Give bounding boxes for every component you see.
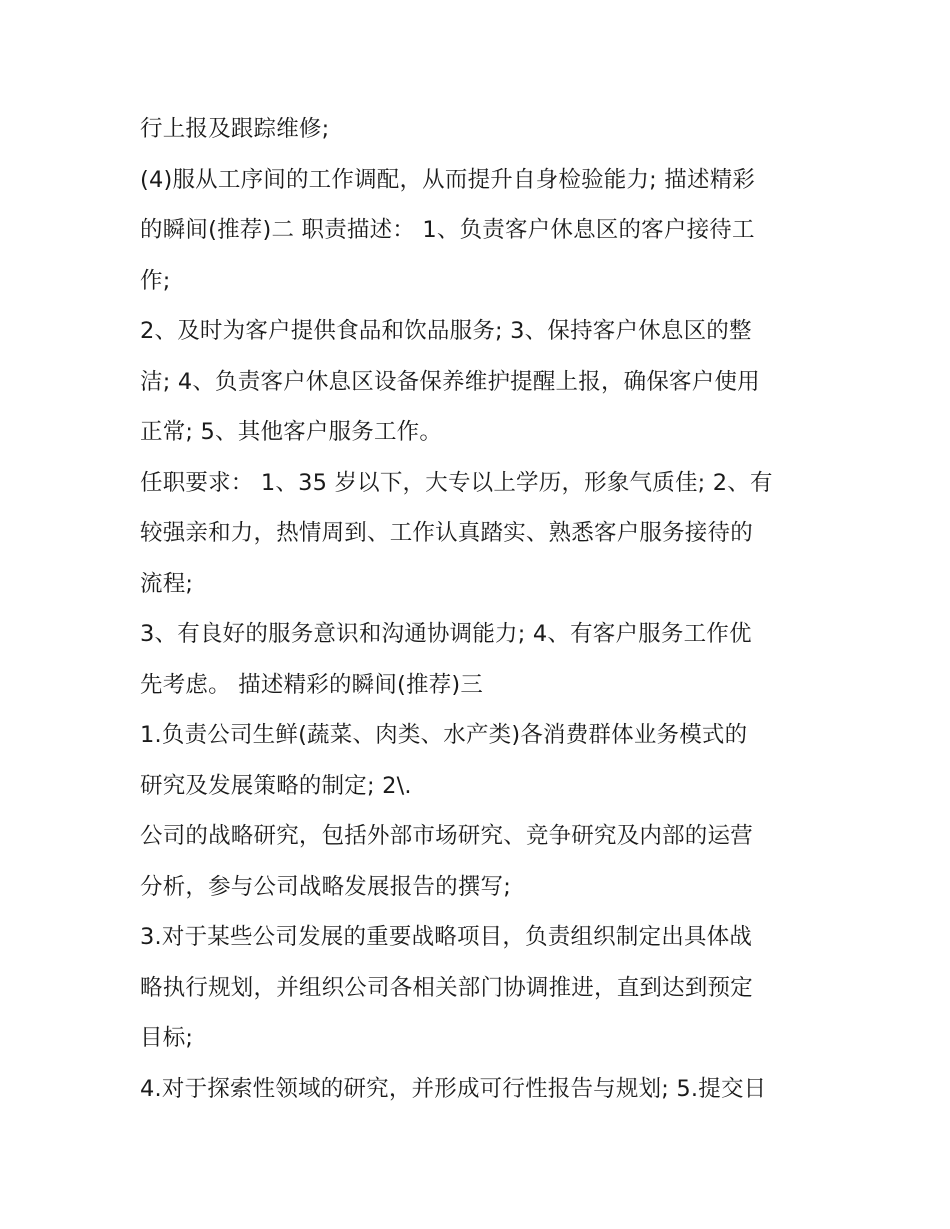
text-line: (4)服从工序间的工作调配，从而提升自身检验能力; 描述精彩 (140, 166, 756, 193)
text-line: 行上报及跟踪维修; (140, 116, 330, 142)
text-line: 流程; (140, 570, 194, 597)
text-line: 较强亲和力，热情周到、工作认真踏实、熟悉客户服务接待的 (140, 520, 753, 546)
text-line: 3、有良好的服务意识和沟通协调能力; 4、有客户服务工作优 (140, 621, 752, 647)
text-line: 洁; 4、负责客户休息区设备保养维护提醒上报，确保客户使用 (140, 368, 760, 395)
text-line: 分析，参与公司战略发展报告的撰写; (140, 873, 511, 900)
text-line: 作; (140, 267, 171, 294)
text-line: 任职要求： 1、35 岁以下，大专以上学历，形象气质佳; 2、有 (140, 469, 773, 496)
text-line: 3.对于某些公司发展的重要战略项目，负责组织制定出具体战 (140, 924, 753, 950)
text-line: 公司的战略研究，包括外部市场研究、竞争研究及内部的运营 (140, 823, 753, 849)
text-line: 的瞬间(推荐)二 职责描述： 1、负责客户休息区的客户接待工 (140, 217, 755, 243)
text-line: 研究及发展策略的制定; 2\. (140, 772, 412, 799)
text-line: 略执行规划，并组织公司各相关部门协调推进，直到达到预定 (140, 974, 753, 1001)
text-line: 4.对于探索性领域的研究，并形成可行性报告与规划; 5.提交日 (140, 1075, 767, 1102)
text-line: 2、及时为客户提供食品和饮品服务; 3、保持客户休息区的整 (140, 318, 752, 344)
document-body (140, 104, 812, 1114)
text-line: 先考虑。 描述精彩的瞬间(推荐)三 (140, 671, 484, 698)
text-line: 正常; 5、其他客户服务工作。 (140, 419, 443, 445)
text-line: 目标; (140, 1025, 194, 1051)
text-line: 1.负责公司生鲜(蔬菜、肉类、水产类)各消费群体业务模式的 (140, 722, 748, 748)
